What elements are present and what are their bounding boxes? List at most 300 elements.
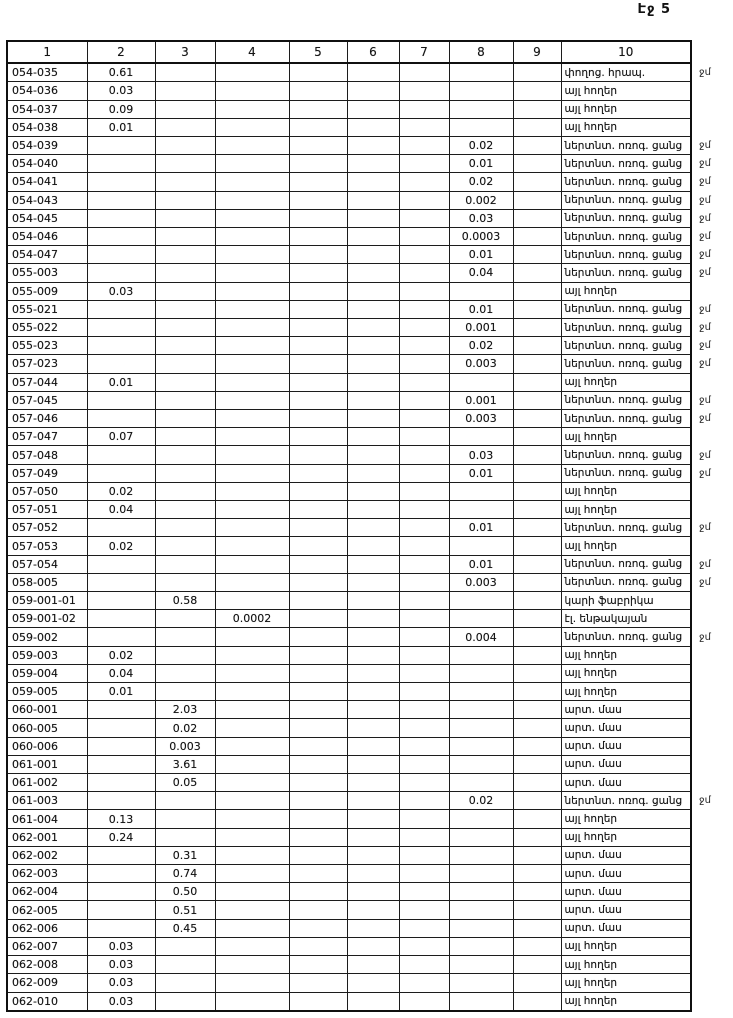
parcel-id-cell: 057-050 (7, 482, 87, 500)
value-cell (155, 100, 215, 118)
value-cell: 0.58 (155, 592, 215, 610)
table-row (7, 246, 732, 264)
parcel-id-cell: 059-002 (7, 628, 87, 646)
parcel-id-cell: 055-021 (7, 300, 87, 318)
value-cell (399, 355, 449, 373)
value-cell (155, 209, 215, 227)
land-use-label-cell: արտ. մաս (561, 883, 691, 901)
land-use-label-cell: այլ հողեր (561, 683, 691, 701)
value-cell (347, 209, 399, 227)
value-cell (399, 410, 449, 428)
value-cell (347, 956, 399, 974)
margin-note: ջմ (699, 631, 711, 643)
margin-note (691, 737, 732, 755)
value-cell: 0.13 (87, 810, 155, 828)
value-cell (289, 482, 347, 500)
margin-note (691, 719, 732, 737)
margin-note (691, 974, 732, 992)
value-cell (215, 828, 289, 846)
value-cell (513, 701, 561, 719)
value-cell (215, 501, 289, 519)
value-cell: 0.04 (87, 664, 155, 682)
table-row (7, 446, 732, 464)
value-cell (399, 846, 449, 864)
value-cell (87, 173, 155, 191)
value-cell (289, 573, 347, 591)
value-cell: 0.01 (449, 555, 513, 573)
value-cell (155, 482, 215, 500)
value-cell (155, 810, 215, 828)
value-cell: 3.61 (155, 755, 215, 773)
value-cell (399, 282, 449, 300)
value-cell (449, 63, 513, 82)
value-cell (215, 774, 289, 792)
value-cell (399, 118, 449, 136)
value-cell (215, 63, 289, 82)
value-cell (215, 337, 289, 355)
land-use-label-cell: էլ. ենթակայան (561, 610, 691, 628)
margin-note (691, 937, 732, 955)
value-cell (155, 573, 215, 591)
value-cell (215, 428, 289, 446)
parcel-id-cell: 054-041 (7, 173, 87, 191)
value-cell (155, 537, 215, 555)
parcel-id-cell: 061-001 (7, 755, 87, 773)
value-cell (513, 337, 561, 355)
value-cell (87, 883, 155, 901)
value-cell (215, 355, 289, 373)
value-cell (449, 282, 513, 300)
value-cell (215, 136, 289, 154)
margin-note: ջմ (699, 413, 711, 425)
value-cell (87, 919, 155, 937)
table-row (7, 191, 732, 209)
value-cell (347, 519, 399, 537)
value-cell (399, 264, 449, 282)
table-row (7, 209, 732, 227)
value-cell (399, 209, 449, 227)
value-cell (215, 974, 289, 992)
value-cell (449, 646, 513, 664)
value-cell (347, 428, 399, 446)
parcel-id-cell: 054-036 (7, 82, 87, 100)
value-cell: 0.02 (449, 136, 513, 154)
value-cell (399, 100, 449, 118)
parcel-id-cell: 055-022 (7, 318, 87, 336)
value-cell (399, 865, 449, 883)
parcel-id-cell: 057-046 (7, 410, 87, 428)
table-row (7, 300, 732, 318)
value-cell (155, 63, 215, 82)
value-cell (399, 883, 449, 901)
land-use-label-cell: ներտնտ. ոռոգ. ցանց (561, 355, 691, 373)
column-header: 5 (289, 41, 347, 63)
value-cell (513, 391, 561, 409)
value-cell (289, 755, 347, 773)
value-cell (347, 828, 399, 846)
value-cell (215, 464, 289, 482)
parcel-id-cell: 055-009 (7, 282, 87, 300)
table-row (7, 410, 732, 428)
margin-note: ջմ (699, 267, 711, 279)
table-row (7, 828, 732, 846)
value-cell (399, 610, 449, 628)
value-cell (87, 555, 155, 573)
value-cell (399, 792, 449, 810)
value-cell (513, 155, 561, 173)
value-cell (215, 901, 289, 919)
value-cell (215, 956, 289, 974)
value-cell (87, 610, 155, 628)
land-use-label-cell: ներտնտ. ոռոգ. ցանց (561, 209, 691, 227)
value-cell (449, 701, 513, 719)
value-cell (215, 373, 289, 391)
land-use-label-cell: այլ հողեր (561, 992, 691, 1011)
value-cell (399, 992, 449, 1011)
parcel-id-cell: 062-002 (7, 846, 87, 864)
value-cell (513, 592, 561, 610)
parcel-id-cell: 062-008 (7, 956, 87, 974)
margin-column-spacer (691, 41, 732, 63)
value-cell (347, 464, 399, 482)
margin-note (691, 992, 732, 1011)
value-cell: 0.03 (87, 82, 155, 100)
value-cell (513, 173, 561, 191)
land-use-label-cell: արտ. մաս (561, 719, 691, 737)
margin-note (691, 683, 732, 701)
table-row (7, 264, 732, 282)
value-cell (215, 573, 289, 591)
value-cell (87, 155, 155, 173)
land-use-label-cell: այլ հողեր (561, 482, 691, 500)
value-cell (513, 482, 561, 500)
margin-note (691, 100, 732, 118)
value-cell (347, 628, 399, 646)
value-cell: 0.04 (449, 264, 513, 282)
table-row (7, 155, 732, 173)
value-cell: 0.003 (155, 737, 215, 755)
margin-note: ջմ (699, 558, 711, 570)
value-cell (155, 446, 215, 464)
column-header: 10 (561, 41, 691, 63)
value-cell (449, 774, 513, 792)
value-cell (289, 956, 347, 974)
table-row (7, 919, 732, 937)
value-cell (399, 537, 449, 555)
value-cell (155, 683, 215, 701)
margin-note: ջմ (699, 394, 711, 406)
margin-note (691, 664, 732, 682)
value-cell (289, 373, 347, 391)
value-cell: 0.03 (87, 282, 155, 300)
value-cell (155, 828, 215, 846)
value-cell: 0.003 (449, 410, 513, 428)
value-cell: 0.01 (449, 246, 513, 264)
land-use-label-cell: այլ հողեր (561, 501, 691, 519)
value-cell (155, 318, 215, 336)
value-cell (347, 501, 399, 519)
column-header: 3 (155, 41, 215, 63)
value-cell (513, 974, 561, 992)
value-cell (347, 865, 399, 883)
table-row (7, 227, 732, 245)
value-cell (399, 155, 449, 173)
value-cell (347, 100, 399, 118)
value-cell (399, 755, 449, 773)
value-cell (289, 501, 347, 519)
margin-note: ջմ (699, 340, 711, 352)
value-cell (513, 209, 561, 227)
value-cell (399, 974, 449, 992)
value-cell (215, 410, 289, 428)
parcel-id-cell: 054-039 (7, 136, 87, 154)
value-cell (215, 683, 289, 701)
value-cell: 0.24 (87, 828, 155, 846)
margin-note: ջմ (699, 576, 711, 588)
value-cell (289, 282, 347, 300)
land-use-label-cell: ներտնտ. ոռոգ. ցանց (561, 264, 691, 282)
value-cell (449, 937, 513, 955)
value-cell (513, 501, 561, 519)
value-cell (215, 701, 289, 719)
value-cell (513, 937, 561, 955)
land-use-label-cell: այլ հողեր (561, 537, 691, 555)
value-cell (513, 810, 561, 828)
value-cell: 0.0002 (215, 610, 289, 628)
value-cell (289, 209, 347, 227)
column-header: 4 (215, 41, 289, 63)
parcel-id-cell: 061-002 (7, 774, 87, 792)
value-cell (449, 865, 513, 883)
value-cell (347, 664, 399, 682)
value-cell (155, 191, 215, 209)
land-use-label-cell: արտ. մաս (561, 846, 691, 864)
value-cell (87, 774, 155, 792)
value-cell (347, 318, 399, 336)
value-cell (87, 136, 155, 154)
table-row (7, 974, 732, 992)
land-use-label-cell: արտ. մաս (561, 755, 691, 773)
table-row (7, 391, 732, 409)
value-cell (155, 628, 215, 646)
value-cell (289, 810, 347, 828)
value-cell (215, 264, 289, 282)
value-cell (215, 209, 289, 227)
table-row (7, 136, 732, 154)
value-cell (449, 719, 513, 737)
column-header: 8 (449, 41, 513, 63)
value-cell (399, 828, 449, 846)
value-cell (347, 646, 399, 664)
table-row (7, 992, 732, 1011)
table-row (7, 355, 732, 373)
parcel-id-cell: 057-044 (7, 373, 87, 391)
value-cell (449, 828, 513, 846)
value-cell (155, 428, 215, 446)
value-cell: 0.03 (87, 992, 155, 1011)
value-cell (347, 282, 399, 300)
value-cell (513, 318, 561, 336)
table-row (7, 482, 732, 500)
margin-note (691, 592, 732, 610)
table-row (7, 464, 732, 482)
value-cell (155, 501, 215, 519)
value-cell (347, 155, 399, 173)
value-cell (289, 846, 347, 864)
value-cell (289, 173, 347, 191)
table-row (7, 810, 732, 828)
value-cell: 0.45 (155, 919, 215, 937)
margin-note (691, 610, 732, 628)
value-cell: 0.01 (449, 300, 513, 318)
parcel-id-cell: 060-001 (7, 701, 87, 719)
land-use-label-cell: այլ հողեր (561, 810, 691, 828)
value-cell (449, 501, 513, 519)
value-cell (399, 519, 449, 537)
value-cell (399, 373, 449, 391)
value-cell (399, 810, 449, 828)
value-cell (513, 136, 561, 154)
value-cell (399, 719, 449, 737)
value-cell (155, 956, 215, 974)
parcel-id-cell: 057-053 (7, 537, 87, 555)
table-row (7, 373, 732, 391)
value-cell (513, 883, 561, 901)
value-cell (513, 446, 561, 464)
value-cell (215, 664, 289, 682)
margin-note: ջմ (699, 194, 711, 206)
value-cell (215, 446, 289, 464)
parcel-id-cell: 057-052 (7, 519, 87, 537)
parcel-id-cell: 059-001-01 (7, 592, 87, 610)
value-cell (347, 701, 399, 719)
table-row (7, 628, 732, 646)
value-cell (449, 82, 513, 100)
value-cell (513, 464, 561, 482)
value-cell (87, 792, 155, 810)
value-cell (87, 300, 155, 318)
land-use-label-cell: այլ հողեր (561, 664, 691, 682)
table-row (7, 755, 732, 773)
value-cell (347, 846, 399, 864)
value-cell (399, 628, 449, 646)
value-cell: 0.74 (155, 865, 215, 883)
value-cell (215, 82, 289, 100)
value-cell (87, 573, 155, 591)
value-cell (347, 883, 399, 901)
column-header: 6 (347, 41, 399, 63)
value-cell: 0.002 (449, 191, 513, 209)
value-cell (399, 173, 449, 191)
value-cell (347, 173, 399, 191)
table-row (7, 646, 732, 664)
value-cell (289, 519, 347, 537)
table-row (7, 173, 732, 191)
parcel-id-cell: 062-004 (7, 883, 87, 901)
value-cell (347, 774, 399, 792)
value-cell (289, 737, 347, 755)
value-cell (215, 246, 289, 264)
value-cell: 0.02 (449, 173, 513, 191)
value-cell (289, 100, 347, 118)
value-cell (87, 519, 155, 537)
margin-note (691, 846, 732, 864)
parcel-id-cell: 057-049 (7, 464, 87, 482)
value-cell (399, 428, 449, 446)
value-cell (399, 919, 449, 937)
value-cell (289, 792, 347, 810)
value-cell (513, 428, 561, 446)
table-row (7, 956, 732, 974)
value-cell (347, 974, 399, 992)
value-cell (449, 373, 513, 391)
value-cell (449, 901, 513, 919)
value-cell (289, 719, 347, 737)
value-cell (87, 391, 155, 409)
value-cell (87, 901, 155, 919)
value-cell (399, 937, 449, 955)
value-cell (513, 628, 561, 646)
parcel-id-cell: 062-003 (7, 865, 87, 883)
value-cell (215, 537, 289, 555)
value-cell: 0.01 (87, 118, 155, 136)
land-use-label-cell: ներտնտ. ոռոգ. ցանց (561, 246, 691, 264)
value-cell (289, 901, 347, 919)
land-use-label-cell: այլ հողեր (561, 100, 691, 118)
value-cell (215, 118, 289, 136)
parcel-id-cell: 055-023 (7, 337, 87, 355)
parcel-id-cell: 057-051 (7, 501, 87, 519)
value-cell (155, 937, 215, 955)
parcel-id-cell: 054-047 (7, 246, 87, 264)
value-cell: 0.01 (449, 155, 513, 173)
value-cell (87, 719, 155, 737)
value-cell (155, 646, 215, 664)
margin-note: ջմ (699, 522, 711, 534)
margin-note (691, 755, 732, 773)
land-use-label-cell: այլ հողեր (561, 373, 691, 391)
value-cell (347, 410, 399, 428)
value-cell (289, 391, 347, 409)
value-cell (513, 410, 561, 428)
land-use-label-cell: այլ հողեր (561, 828, 691, 846)
value-cell (289, 410, 347, 428)
value-cell (87, 337, 155, 355)
value-cell (347, 246, 399, 264)
value-cell: 0.51 (155, 901, 215, 919)
value-cell (513, 555, 561, 573)
land-use-label-cell: ներտնտ. ոռոգ. ցանց (561, 136, 691, 154)
margin-note (691, 282, 732, 300)
value-cell: 0.05 (155, 774, 215, 792)
value-cell (155, 664, 215, 682)
value-cell (513, 646, 561, 664)
value-cell (399, 482, 449, 500)
margin-note: ջմ (699, 449, 711, 461)
value-cell (513, 992, 561, 1011)
value-cell (87, 355, 155, 373)
value-cell (87, 227, 155, 245)
value-cell (155, 355, 215, 373)
value-cell (347, 191, 399, 209)
land-use-label-cell: այլ հողեր (561, 937, 691, 955)
value-cell (215, 318, 289, 336)
parcel-id-cell: 060-005 (7, 719, 87, 737)
value-cell: 0.03 (87, 937, 155, 955)
value-cell (513, 373, 561, 391)
value-cell (155, 519, 215, 537)
value-cell (289, 592, 347, 610)
